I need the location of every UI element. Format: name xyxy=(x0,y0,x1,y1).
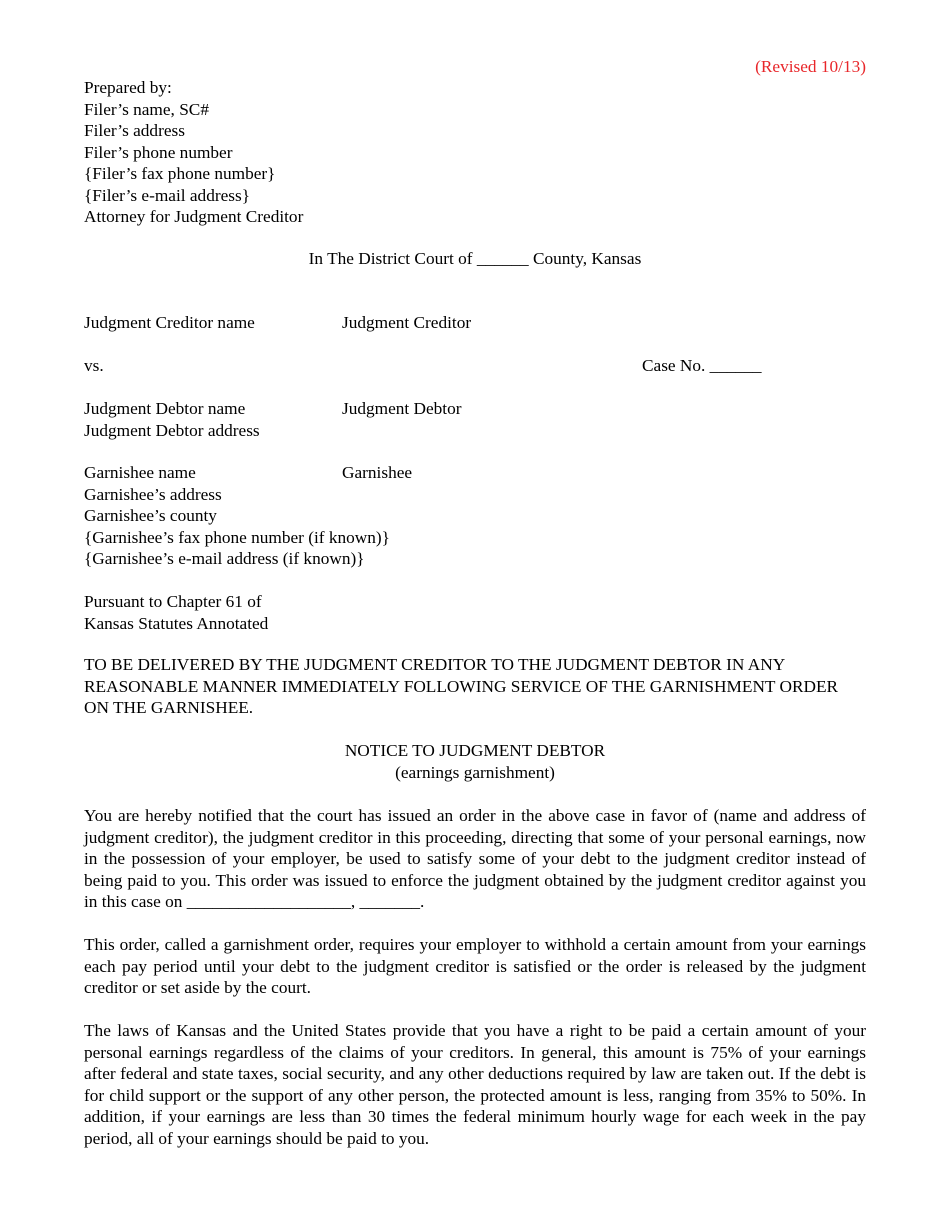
filer-fax: {Filer’s fax phone number} xyxy=(84,164,276,183)
filer-phone: Filer’s phone number xyxy=(84,142,233,162)
garnishee-row xyxy=(84,462,866,484)
paragraph-protected-earnings: The laws of Kansas and the United States provide that you have a right to be paid a certain amount of your personal earnings regardless of the claims of your creditors. In general, this amount is 75% of your earnings after federal and state taxes, social security, and any other deductions required by law are taken out. If the debt is for child support or the support of any other person, the protected amount is less, ranging from 35% to 50%. In addition, if your earnings are less than 30 times the federal minimum hourly wage for each week in the pay period, all of your earnings should be paid to you. xyxy=(84,1021,866,1148)
creditor-role: Judgment Creditor xyxy=(342,313,472,332)
revision-note: (Revised 10/13) xyxy=(755,57,866,76)
filer-address: Filer’s address xyxy=(84,121,185,140)
garnishee-county: Garnishee’s county xyxy=(84,506,217,525)
debtor-row xyxy=(84,398,866,420)
notice-heading xyxy=(84,740,866,783)
filer-email: {Filer’s e-mail address} xyxy=(84,185,251,205)
delivery-instructions: TO BE DELIVERED BY THE JUDGMENT CREDITOR TO THE JUDGMENT DEBTOR IN ANY REASONABLE MANNER IMMEDIATELY FOLLOWING SERVICE OF THE GARNISHMENT ORDER ON THE GARNISHEE. xyxy=(84,655,839,717)
notice-subtitle: (earnings garnishment) xyxy=(395,762,555,782)
garnishee-name: Garnishee name xyxy=(84,463,196,482)
debtor-role: Judgment Debtor xyxy=(342,399,462,418)
attorney-role: Attorney for Judgment Creditor xyxy=(84,207,304,226)
garnishee-email: {Garnishee’s e-mail address (if known)} xyxy=(84,549,365,568)
garnishee-role: Garnishee xyxy=(342,463,413,482)
debtor-address: Judgment Debtor address xyxy=(84,420,260,440)
garnishee-address: Garnishee’s address xyxy=(84,484,222,504)
paragraph-garnishment-order: This order, called a garnishment order, requires your employer to withhold a certain amount from your earnings each pay period until your debt to the judgment creditor is satisfied or the order is released by the judgment creditor or set aside by the court. xyxy=(84,935,866,997)
notice-title: NOTICE TO JUDGMENT DEBTOR xyxy=(344,741,606,760)
prepared-by-label: Prepared by: xyxy=(84,78,172,97)
paragraph-court-order: You are hereby notified that the court has issued an order in the above case in favor of (name and address of judgment creditor), the judgment creditor in this proceeding, directing that some of your personal earnings, now in the possession of your employer, be used to satisfy some of your debt to the judgment creditor instead of being paid to you. This order was issued to enforce the judgment obtained by the judgment creditor against you in this case on ___________________, _______. xyxy=(84,806,866,911)
court-heading: In The District Court of ______ County, Kansas xyxy=(308,249,642,268)
case-number: Case No. ______ xyxy=(642,356,762,375)
versus-label: vs. xyxy=(84,356,104,375)
statute-line-2: Kansas Statutes Annotated xyxy=(84,613,269,633)
filer-name: Filer’s name, SC# xyxy=(84,99,209,119)
debtor-name: Judgment Debtor name xyxy=(84,399,246,418)
preparer-block xyxy=(84,77,303,228)
creditor-name: Judgment Creditor name xyxy=(84,313,255,332)
statute-line-1: Pursuant to Chapter 61 of xyxy=(84,592,262,611)
garnishee-fax: {Garnishee’s fax phone number (if known)} xyxy=(84,527,390,547)
versus-row xyxy=(84,355,866,377)
creditor-row xyxy=(84,312,866,334)
